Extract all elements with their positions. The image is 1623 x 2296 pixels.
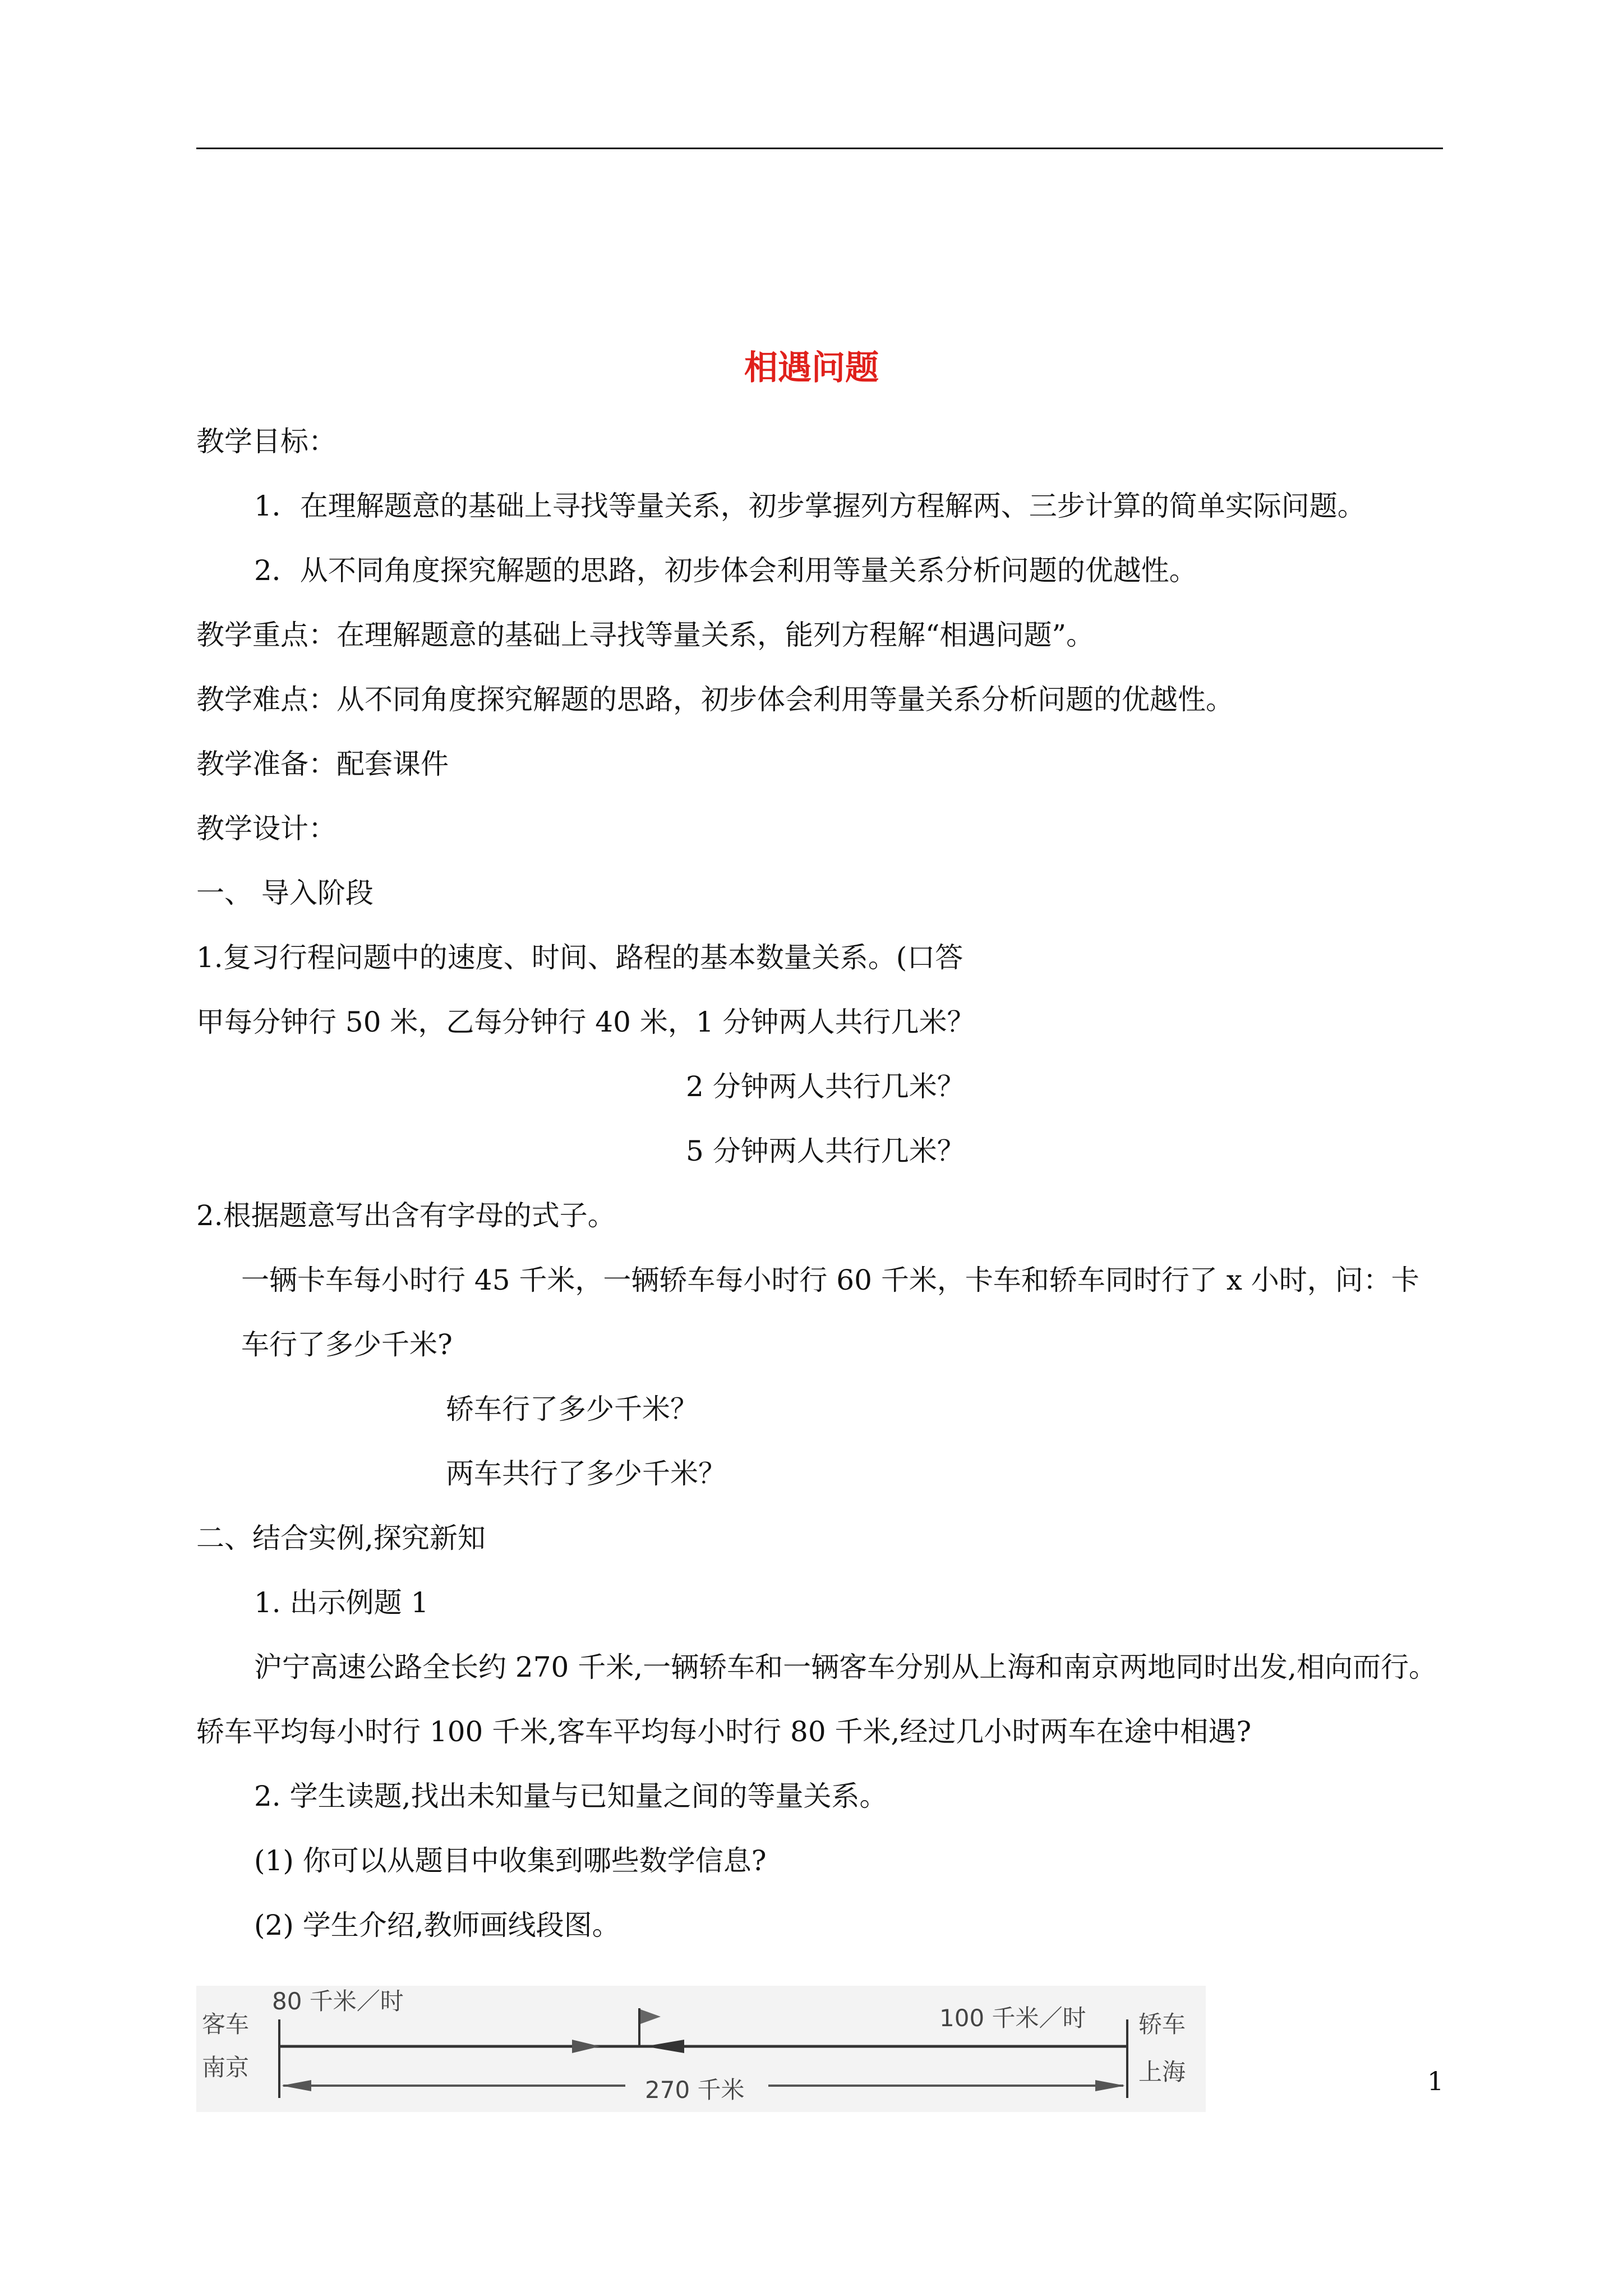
car-direction-arrow <box>645 2040 684 2053</box>
car-speed-label: 100 千米／时 <box>939 2004 1086 2032</box>
question-2-minutes: 2 分钟两人共行几米？ <box>686 1070 965 1103</box>
teaching-design-heading: 教学设计： <box>196 812 336 845</box>
teaching-difficulty: 教学难点：从不同角度探究解题的思路，初步体会利用等量关系分析问题的优越性。 <box>196 683 1234 716</box>
question-1-minute: 甲每分钟行 50 米，乙每分钟行 40 米，1 分钟两人共行几米？ <box>196 1006 975 1038</box>
meeting-flag <box>640 2009 661 2024</box>
bus-direction-arrow <box>572 2040 600 2053</box>
page-number: 1 <box>1427 2066 1444 2096</box>
review-item-2: 2.根据题意写出含有字母的式子。 <box>196 1199 616 1232</box>
example-problem-line-1: 沪宁高速公路全长约 270 千米,一辆轿车和一辆客车分别从上海和南京两地同时出发,相向而行。 <box>254 1651 1437 1683</box>
question-5-minutes: 5 分钟两人共行几米？ <box>686 1135 965 1167</box>
section-2-heading: 二、结合实例,探究新知 <box>196 1522 486 1554</box>
example-1-label: 1. 出示例题 1 <box>254 1586 429 1619</box>
sub-step-2: (2) 学生介绍,教师画线段图。 <box>254 1909 620 1941</box>
car-question: 轿车行了多少千米？ <box>446 1393 698 1425</box>
line-segment-diagram <box>196 1986 1206 2112</box>
step-2: 2. 学生读题,找出未知量与已知量之间的等量关系。 <box>254 1780 888 1812</box>
truck-car-problem: 一辆卡车每小时行 45 千米，一辆轿车每小时行 60 千米，卡车和轿车同时行了 x 小时，问：卡 <box>241 1264 1419 1296</box>
goal-2: 2．从不同角度探究解题的思路，初步体会利用等量关系分析问题的优越性。 <box>254 554 1197 587</box>
shanghai-label: 上海 <box>1138 2058 1186 2086</box>
header-rule <box>196 148 1443 149</box>
teaching-goals-heading: 教学目标： <box>196 425 336 458</box>
distance-arrow-right <box>1095 2080 1125 2091</box>
distance-label: 270 千米 <box>645 2076 745 2104</box>
review-item-1: 1.复习行程问题中的速度、时间、路程的基本数量关系。(口答 <box>196 941 963 974</box>
total-question: 两车共行了多少千米？ <box>446 1457 726 1490</box>
nanjing-label: 南京 <box>202 2054 250 2081</box>
page-title: 相遇问题 <box>744 348 879 388</box>
example-problem-line-2: 轿车平均每小时行 100 千米,客车平均每小时行 80 千米,经过几小时两车在途中相遇? <box>196 1715 1252 1748</box>
distance-arrow-left <box>282 2080 311 2091</box>
car-label: 轿车 <box>1138 2010 1186 2038</box>
sub-step-1: (1) 你可以从题目中收集到哪些数学信息? <box>254 1844 767 1877</box>
goal-1: 1．在理解题意的基础上寻找等量关系，初步掌握列方程解两、三步计算的简单实际问题。 <box>254 490 1366 522</box>
section-1-heading: 一、 导入阶段 <box>196 877 374 909</box>
bus-speed-label: 80 千米／时 <box>272 1987 404 2015</box>
truck-question: 车行了多少千米? <box>241 1328 453 1361</box>
teaching-preparation: 教学准备：配套课件 <box>196 748 449 780</box>
teaching-focus: 教学重点：在理解题意的基础上寻找等量关系，能列方程解“相遇问题”。 <box>196 619 1095 651</box>
bus-label: 客车 <box>202 2010 250 2038</box>
